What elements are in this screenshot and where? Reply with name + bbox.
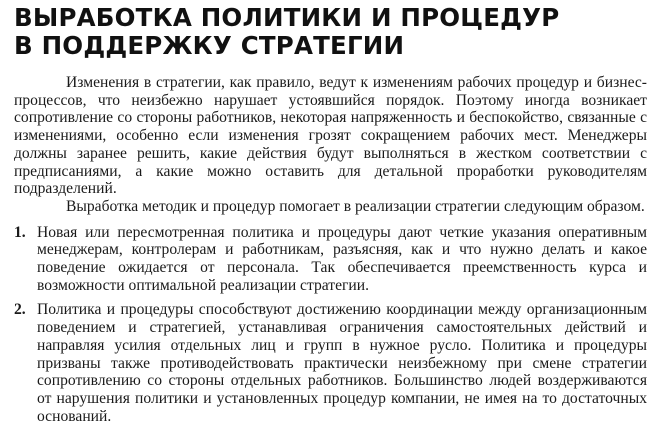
paragraph-intro: Изменения в стратегии, как правило, ведут к изменениям рабочих процедур и бизнес-процессов, что неизбежно нарушает устоявшийся порядок. Поэтому иногда возникает сопротивление со стороны работников, некоторая напряженность и беспокойство, связанные с изменениями, особенно если изменения грозят сокращением рабочих мест. Менеджеры должны заранее решить, какие действия будут выполняться в жестком соответствии с предписаниями, а какие можно оставить для детальной проработки руководителям подразделений. [14,74,647,198]
section-heading-line-1: ВЫРАБОТКА ПОЛИТИКИ И ПРОЦЕДУР [14,3,560,32]
list-item-text: Политика и процедуры способствуют достижению координации между организационным поведением и стратегией, устанавливая ограничения самостоятельных действий и направляя усилия отдельных лиц и групп в нужное русло. Политика и процедуры призваны также противодействовать практически неизбежному при смене стратегии сопротивлению со стороны отдельных работников. Большинство людей воздерживаются от нарушения политики и установленных процедур компании, не имея на то достаточных оснований. [37,301,647,425]
section-heading-line-2: В ПОДДЕРЖКУ СТРАТЕГИИ [14,31,405,60]
section-heading [14,4,647,60]
numbered-list [14,224,647,425]
list-item-number: 1. [14,223,26,241]
list-item-text: Новая или пересмотренная политика и процедуры дают четкие указания оперативным менеджерам, контролерам и работникам, разъясняя, как и что нужно делать и какое поведение ожидается от персонала. Так обеспечивается преемственность курса и возможности оптимальной реализации стратегии. [37,223,647,294]
list-item [14,224,647,295]
body-text [14,74,647,425]
list-item [14,301,647,425]
list-item-number: 2. [14,301,26,319]
paragraph-lead-in: Выработка методик и процедур помогает в реализации стратегии следующим образом. [66,197,645,215]
